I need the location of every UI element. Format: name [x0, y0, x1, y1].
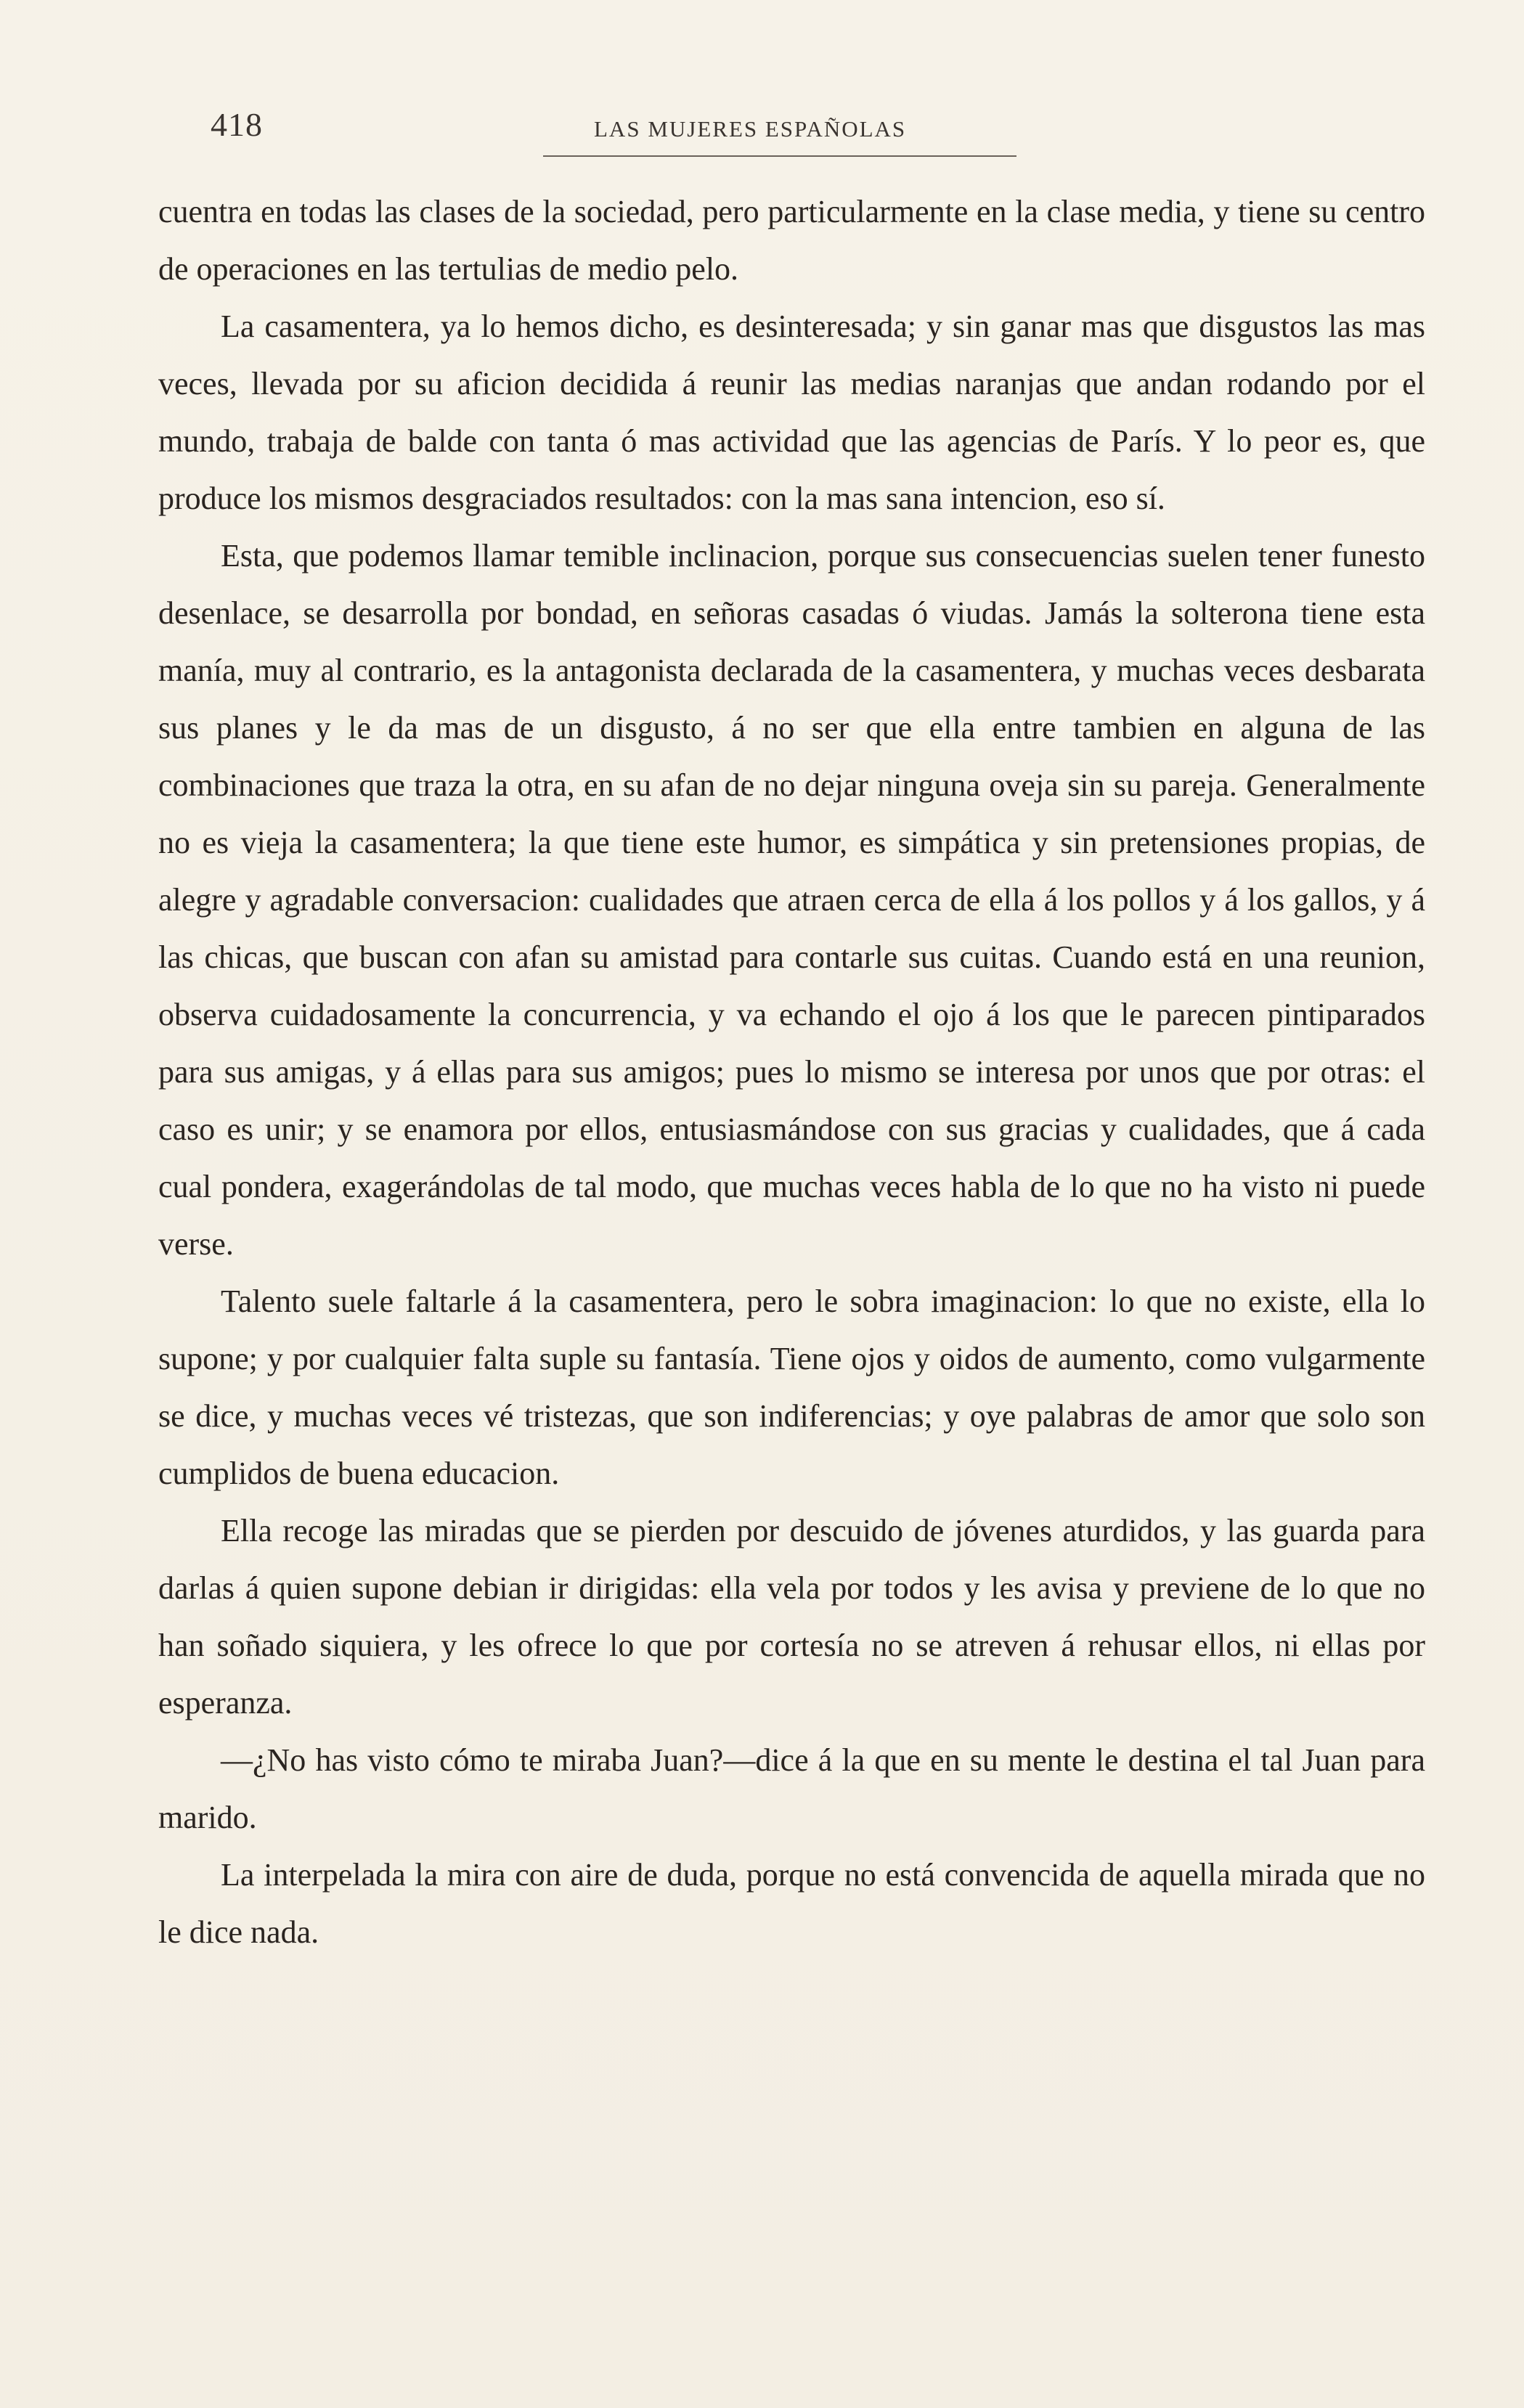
paragraph: Esta, que podemos llamar temible inclinacion, porque sus consecuencias suelen tener funesto desenlace, se desarrolla por bondad, en señoras casadas ó viudas. Jamás la solterona tiene esta manía, muy al contrario, es la antagonista declarada de la casamentera, y muchas veces desbarata sus planes y le da mas de un disgusto, á no ser que ella entre tambien en alguna de las combinaciones que traza la otra, en su afan de no dejar ninguna oveja sin su pareja. Generalmente no es vieja la casamentera; la que tiene este humor, es simpática y sin pretensiones propias, de alegre y agradable conversacion: cualidades que atraen cerca de ella á los pollos y á los gallos, y á las chicas, que buscan con afan su amistad para contarle sus cuitas. Cuando está en una reunion, observa cuidadosamente la concurrencia, y va echando el ojo á los que le parecen pintiparados para sus amigas, y á ellas para sus amigos; pues lo mismo se interesa por unos que por otras: el caso es unir; y se enamora por ellos, entusiasmándose con sus gracias y cualidades, que á cada cual pondera, exagerándolas de tal modo, que muchas veces habla de lo que no ha visto ni puede verse.: [158, 538, 1425, 1262]
running-title: LAS MUJERES ESPAÑOLAS: [594, 116, 907, 142]
page-number: 418: [211, 106, 263, 143]
paragraph: cuentra en todas las clases de la sociedad, pero particularmente en la clase media, y tiene su centro de operaciones en las tertulias de medio pelo.: [158, 194, 1425, 287]
paragraph: La interpelada la mira con aire de duda, porque no está convencida de aquella mirada que no le dice nada.: [158, 1857, 1425, 1950]
paragraph: La casamentera, ya lo hemos dicho, es desinteresada; y sin ganar mas que disgustos las mas veces, llevada por su aficion decidida á reunir las medias naranjas que andan rodando por el mundo, trabaja de balde con tanta ó mas actividad que las agencias de París. Y lo peor es, que produce los mismos desgraciados resultados: con la mas sana intencion, eso sí.: [158, 309, 1425, 516]
paragraph: —¿No has visto cómo te miraba Juan?—dice á la que en su mente le destina el tal Juan para marido.: [158, 1742, 1425, 1835]
paragraph: Talento suele faltarle á la casamentera, pero le sobra imaginacion: lo que no existe, ella lo supone; y por cualquier falta suple su fantasía. Tiene ojos y oidos de aumento, como vulgarmente se dice, y muchas veces vé tristezas, que son indiferencias; y oye palabras de amor que solo son cumplidos de buena educacion.: [158, 1283, 1425, 1491]
body-text: [158, 183, 1425, 1961]
header-rule: [543, 155, 1016, 157]
paragraph: Ella recoge las miradas que se pierden por descuido de jóvenes aturdidos, y las guarda para darlas á quien supone debian ir dirigidas: ella vela por todos y les avisa y previene de lo que no han soñado siquiera, y les ofrece lo que por cortesía no se atreven á rehusar ellos, ni ellas por esperanza.: [158, 1513, 1425, 1721]
